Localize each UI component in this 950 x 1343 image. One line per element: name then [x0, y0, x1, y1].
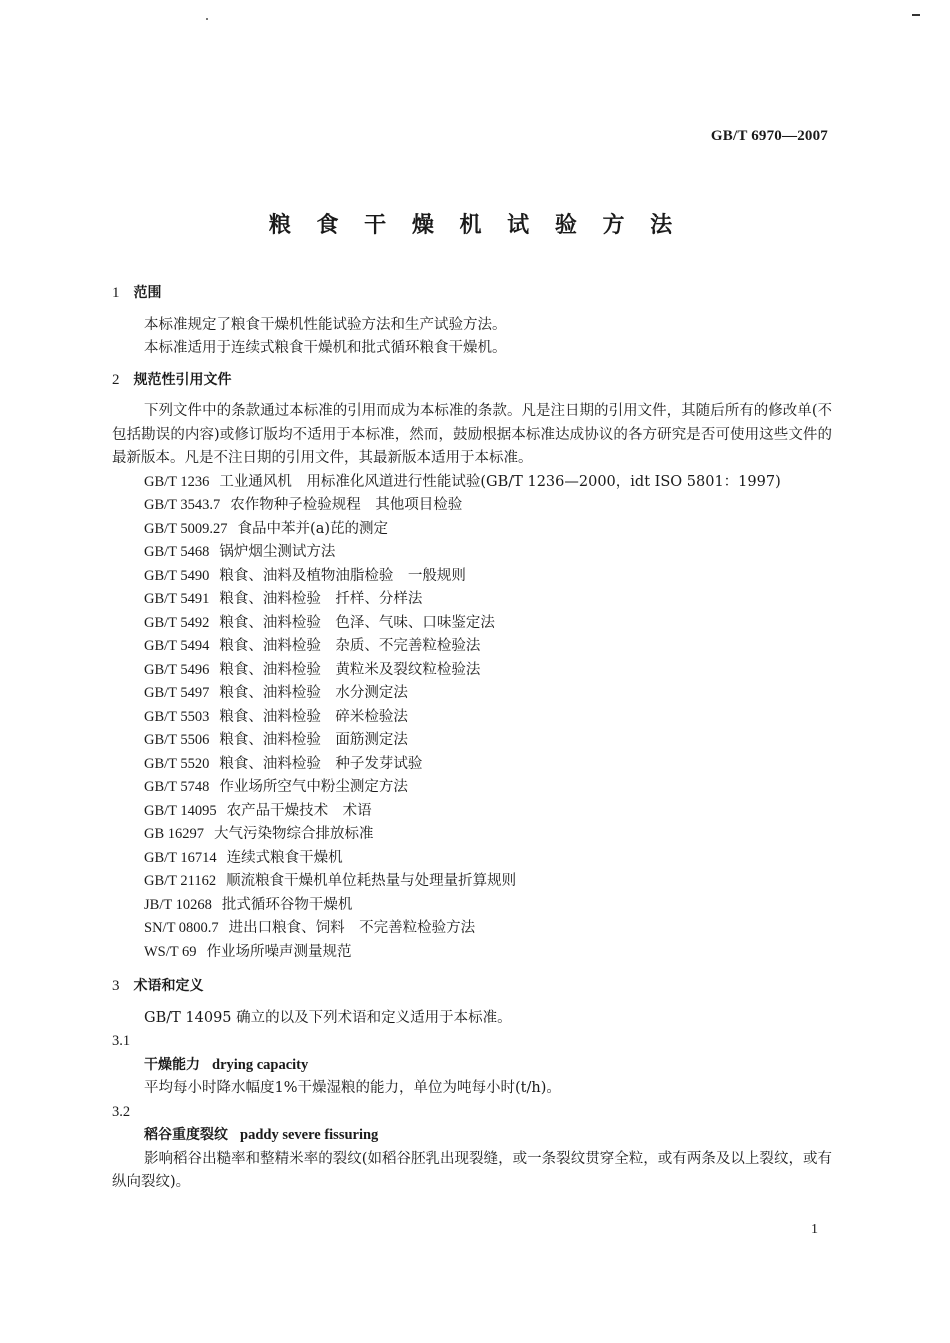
- term-english: paddy severe fissuring: [240, 1127, 379, 1143]
- reference-item: [112, 635, 832, 659]
- reference-title: 粮食、油料检验 碎米检验法: [219, 708, 408, 725]
- reference-item: [112, 471, 832, 495]
- reference-title: 粮食、油料检验 黄粒米及裂纹粒检验法: [219, 661, 481, 678]
- references-intro: 下列文件中的条款通过本标准的引用而成为本标准的条款。凡是注日期的引用文件，其随后所有的修改单(不包括勘误的内容)或修订版均不适用于本标准，然而，鼓励根据本标准达成协议的各方研究是否可使用这些文件的最新版本。凡是不注日期的引用文件，其最新版本适用于本标准。: [112, 403, 832, 466]
- reference-title: 粮食、油料检验 色泽、气味、口味鉴定法: [219, 614, 495, 631]
- term-definition: 影响稻谷出糙率和整精米率的裂纹(如稻谷胚乳出现裂缝，或一条裂纹贯穿全粒，或有两条及以上裂纹，或有纵向裂纹)。: [112, 1150, 832, 1190]
- reference-item: [112, 659, 832, 683]
- reference-code: SN/T 0800.7: [144, 920, 219, 936]
- document-body: [112, 282, 832, 1195]
- term-heading: [112, 1054, 832, 1078]
- reference-item: [112, 588, 832, 612]
- reference-title: 农产品干燥技术 术语: [226, 802, 372, 819]
- reference-code: JB/T 10268: [144, 896, 212, 913]
- reference-code: GB/T 1236: [144, 473, 210, 490]
- reference-code: GB/T 5009.27: [144, 520, 228, 537]
- term-heading: [112, 1124, 832, 1148]
- reference-title: 批式循环谷物干燥机: [221, 896, 353, 913]
- reference-title: 粮食、油料检验 种子发芽试验: [219, 755, 423, 772]
- reference-code: GB/T 5496: [144, 661, 210, 678]
- reference-code: GB/T 5492: [144, 614, 210, 631]
- reference-title: 粮食、油料检验 面筋测定法: [219, 732, 408, 748]
- reference-item: [112, 917, 832, 941]
- reference-item: [112, 847, 832, 871]
- reference-title: 作业场所噪声测量规范: [206, 943, 352, 960]
- reference-item: [112, 941, 832, 965]
- reference-code: GB/T 14095: [144, 802, 217, 819]
- reference-item: [112, 753, 832, 777]
- reference-item: [112, 612, 832, 636]
- term-definition: 平均每小时降水幅度1%干燥湿粮的能力，单位为吨每小时(t/h)。: [144, 1080, 561, 1096]
- reference-title: 作业场所空气中粉尘测定方法: [219, 779, 408, 795]
- reference-item: [112, 706, 832, 730]
- reference-code: GB/T 5506: [144, 732, 210, 748]
- reference-title: 连续式粮食干燥机: [226, 849, 343, 866]
- reference-code: WS/T 69: [144, 943, 197, 960]
- document-title: 粮 食 干 燥 机 试 验 方 法: [268, 213, 682, 238]
- term-number: 3.2: [112, 1103, 131, 1120]
- term-english: drying capacity: [212, 1056, 309, 1073]
- reference-code: GB/T 5490: [144, 567, 210, 584]
- reference-list: [112, 471, 832, 965]
- section-title: 术语和定义: [133, 978, 204, 994]
- reference-code: GB/T 16714: [144, 849, 217, 866]
- reference-title: 食品中苯并(a)芘的测定: [237, 520, 388, 537]
- terms-intro: GB/T 14095 确立的以及下列术语和定义适用于本标准。: [144, 1009, 512, 1026]
- scan-dot: [206, 18, 208, 20]
- reference-title: 粮食、油料检验 水分测定法: [219, 685, 408, 701]
- reference-item: [112, 800, 832, 824]
- reference-item: [112, 518, 832, 542]
- reference-code: GB/T 5497: [144, 685, 210, 701]
- scope-paragraph: 本标准规定了粮食干燥机性能试验方法和生产试验方法。: [144, 316, 507, 333]
- reference-item: [112, 565, 832, 589]
- reference-item: [112, 494, 832, 518]
- reference-title: 进出口粮食、饲料 不完善粒检验方法: [228, 920, 476, 936]
- section-number: 2: [112, 371, 120, 388]
- standard-code: GB/T 6970—2007: [710, 128, 828, 144]
- reference-code: GB/T 5503: [144, 708, 210, 725]
- section-heading-terms: [112, 975, 832, 999]
- section-title: 范围: [133, 285, 162, 301]
- reference-title: 农作物种子检验规程 其他项目检验: [230, 497, 463, 513]
- section-heading-references: [112, 369, 832, 393]
- reference-title: 锅炉烟尘测试方法: [219, 544, 336, 560]
- reference-code: GB/T 5468: [144, 544, 210, 560]
- reference-title: 粮食、油料及植物油脂检验 一般规则: [219, 567, 466, 584]
- reference-item: [112, 541, 832, 565]
- scope-paragraph: 本标准适用于连续式粮食干燥机和批式循环粮食干燥机。: [144, 340, 507, 356]
- reference-code: GB 16297: [144, 826, 205, 842]
- term-chinese: 稻谷重度裂纹: [144, 1127, 228, 1143]
- section-number: 1: [112, 285, 120, 301]
- reference-item: [112, 682, 832, 706]
- term-number: 3.1: [112, 1033, 131, 1049]
- reference-code: GB/T 5491: [144, 591, 210, 607]
- reference-code: GB/T 5748: [144, 779, 210, 795]
- section-heading-scope: [112, 282, 832, 306]
- reference-title: 粮食、油料检验 杂质、不完善粒检验法: [219, 638, 481, 654]
- page-number: 1: [811, 1222, 818, 1237]
- reference-code: GB/T 5520: [144, 755, 210, 772]
- reference-item: [112, 823, 832, 847]
- corner-mark: [912, 14, 920, 16]
- reference-code: GB/T 21162: [144, 873, 217, 889]
- section-number: 3: [112, 978, 120, 994]
- reference-title: 工业通风机 用标准化风道进行性能试验(GB/T 1236—2000，idt ISO 5801：1997): [219, 473, 781, 490]
- reference-title: 粮食、油料检验 扦样、分样法: [219, 591, 423, 607]
- reference-item: [112, 776, 832, 800]
- reference-code: GB/T 5494: [144, 638, 210, 654]
- reference-item: [112, 729, 832, 753]
- reference-title: 大气污染物综合排放标准: [214, 826, 374, 842]
- reference-item: [112, 870, 832, 894]
- reference-item: [112, 894, 832, 918]
- reference-code: GB/T 3543.7: [144, 497, 221, 513]
- section-title: 规范性引用文件: [133, 371, 232, 388]
- reference-title: 顺流粮食干燥机单位耗热量与处理量折算规则: [226, 873, 517, 889]
- term-chinese: 干燥能力: [144, 1056, 200, 1073]
